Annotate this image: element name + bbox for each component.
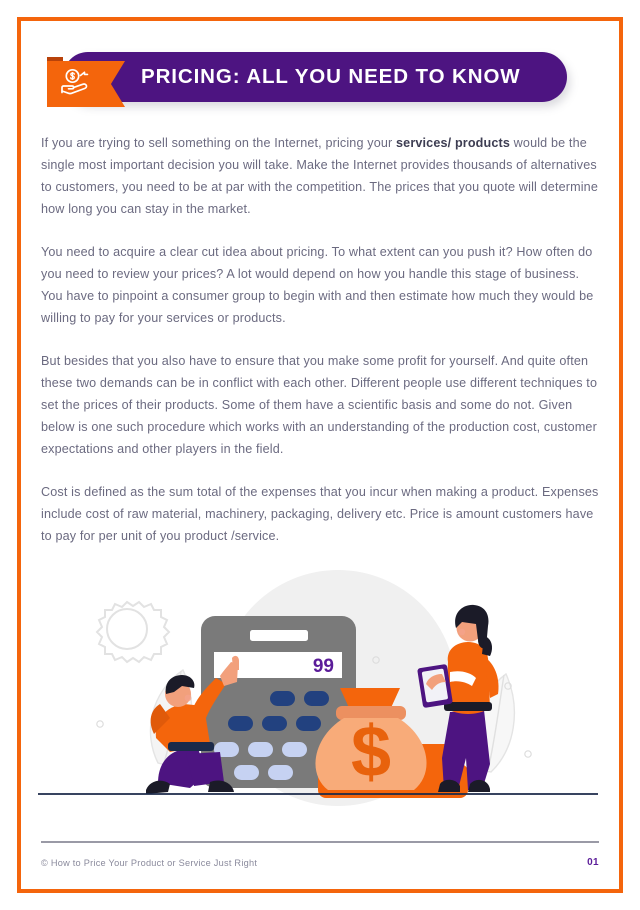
calculator-speaker: [250, 630, 308, 641]
body-text: Cost is defined as the sum total of the expenses that you incur when making a product. Expenses include cost of raw material, machinery, packaging, delivery etc. Price is amount customers have to pay for per unit of you product /service.: [41, 485, 599, 543]
banner-ribbon: [47, 57, 125, 107]
page-content: [41, 38, 599, 878]
paragraph-1: [41, 132, 599, 220]
page-title: PRICING: ALL YOU NEED TO KNOW: [141, 65, 521, 88]
money-bag-dollar-symbol: $: [350, 712, 392, 792]
paragraph-2: [41, 241, 599, 329]
paragraph-3: [41, 350, 599, 460]
page-number: 01: [587, 857, 599, 868]
body-text: would be the single most important decision you will take. Make the Internet provides thousands of alternatives to customers, you need to be at par with the competition. The prices that you quote will determine how long you can stay in the market.: [41, 136, 598, 216]
emphasis-text: services/ products: [396, 136, 511, 150]
body-text: You need to acquire a clear cut idea about pricing. To what extent can you push it? How often do you need to review your prices? A lot would depend on how you handle this stage of business. You have to pinpoint a consumer group to begin with and then estimate how much they would be willing to pay for your services or products.: [41, 245, 594, 325]
pricing-calculator-illustration: [38, 558, 598, 818]
gear-outline: [97, 602, 169, 662]
footer-copyright: © How to Price Your Product or Service Just Right: [41, 857, 258, 868]
body-text: But besides that you also have to ensure that you make some profit for yourself. And quite often these two demands can be in conflict with each other. Different people use different techniques to set the prices of their products. Some of them have a scientific basis and some do not. Given below is one such procedure which works with an understanding of the production cost, customer expectations and other players in the field.: [41, 354, 598, 456]
paragraph-4: [41, 481, 599, 547]
body-text: If you are trying to sell something on the Internet, pricing your: [41, 136, 397, 150]
footer-divider: [41, 841, 599, 843]
hand-holding-money-icon: [59, 68, 93, 96]
page-footer: [41, 841, 599, 868]
body-copy: [41, 132, 599, 547]
page-header-banner: [41, 52, 599, 114]
calculator-display-value: 99: [312, 656, 334, 677]
